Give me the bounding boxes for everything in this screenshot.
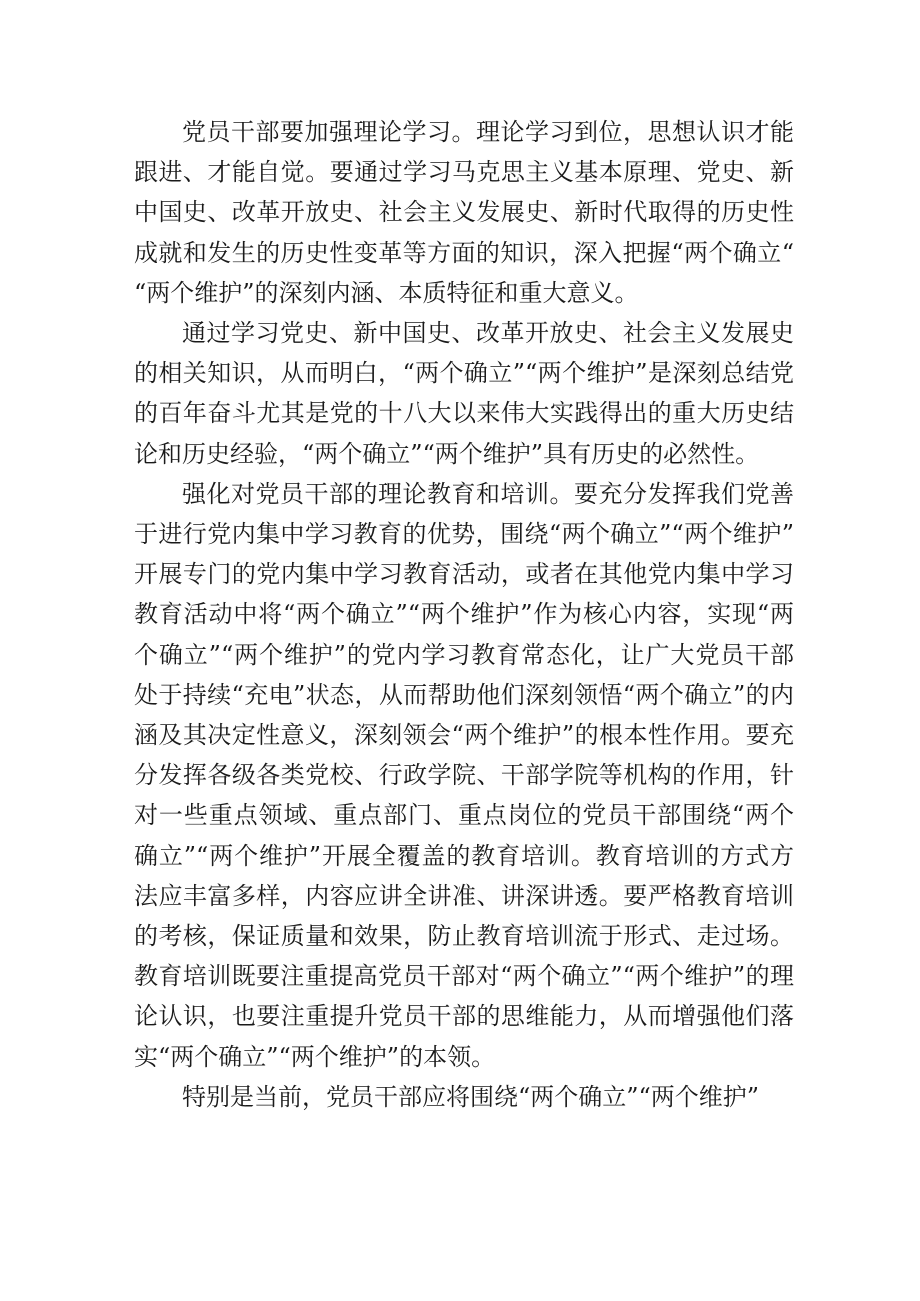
paragraph-2: 通过学习党史、新中国史、改革开放史、社会主义发展史的相关知识，从而明白，“两个确立”“两个维护”是深刻总结党的百年奋斗尤其是党的十八大以来伟大实践得出的重大历史结论和历史经验，“两个确立”“两个维护”具有历史的必然性。 (134, 319, 794, 468)
paragraph-1: 党员干部要加强理论学习。理论学习到位，思想认识才能跟进、才能自觉。要通过学习马克思主义基本原理、党史、新中国史、改革开放史、社会主义发展史、新时代取得的历史性成就和发生的历史性变革等方面的知识，深入把握“两个确立““两个维护”的深刻内涵、本质特征和重大意义。 (134, 118, 794, 307)
document-body (134, 112, 794, 1117)
paragraph-4: 特别是当前，党员干部应将围绕“两个确立”“两个维护” (182, 1082, 760, 1111)
paragraph-3: 强化对党员干部的理论教育和培训。要充分发挥我们党善于进行党内集中学习教育的优势，围绕“两个确立”“两个维护”开展专门的党内集中学习教育活动，或者在其他党内集中学习教育活动中将“两个确立”“两个维护”作为核心内容，实现“两个确立”“两个维护”的党内学习教育常态化，让广大党员干部处于持续“充电”状态，从而帮助他们深刻领悟“两个确立”的内涵及其决定性意义，深刻领会“两个维护”的根本性作用。要充分发挥各级各类党校、行政学院、干部学院等机构的作用，针对一些重点领域、重点部门、重点岗位的党员干部围绕“两个确立”“两个维护”开展全覆盖的教育培训。教育培训的方式方法应丰富多样，内容应讲全讲准、讲深讲透。要严格教育培训的考核，保证质量和效果，防止教育培训流于形式、走过场。教育培训既要注重提高党员干部对“两个确立”“两个维护”的理论认识，也要注重提升党员干部的思维能力，从而增强他们落实“两个确立”“两个维护”的本领。 (134, 479, 794, 1071)
